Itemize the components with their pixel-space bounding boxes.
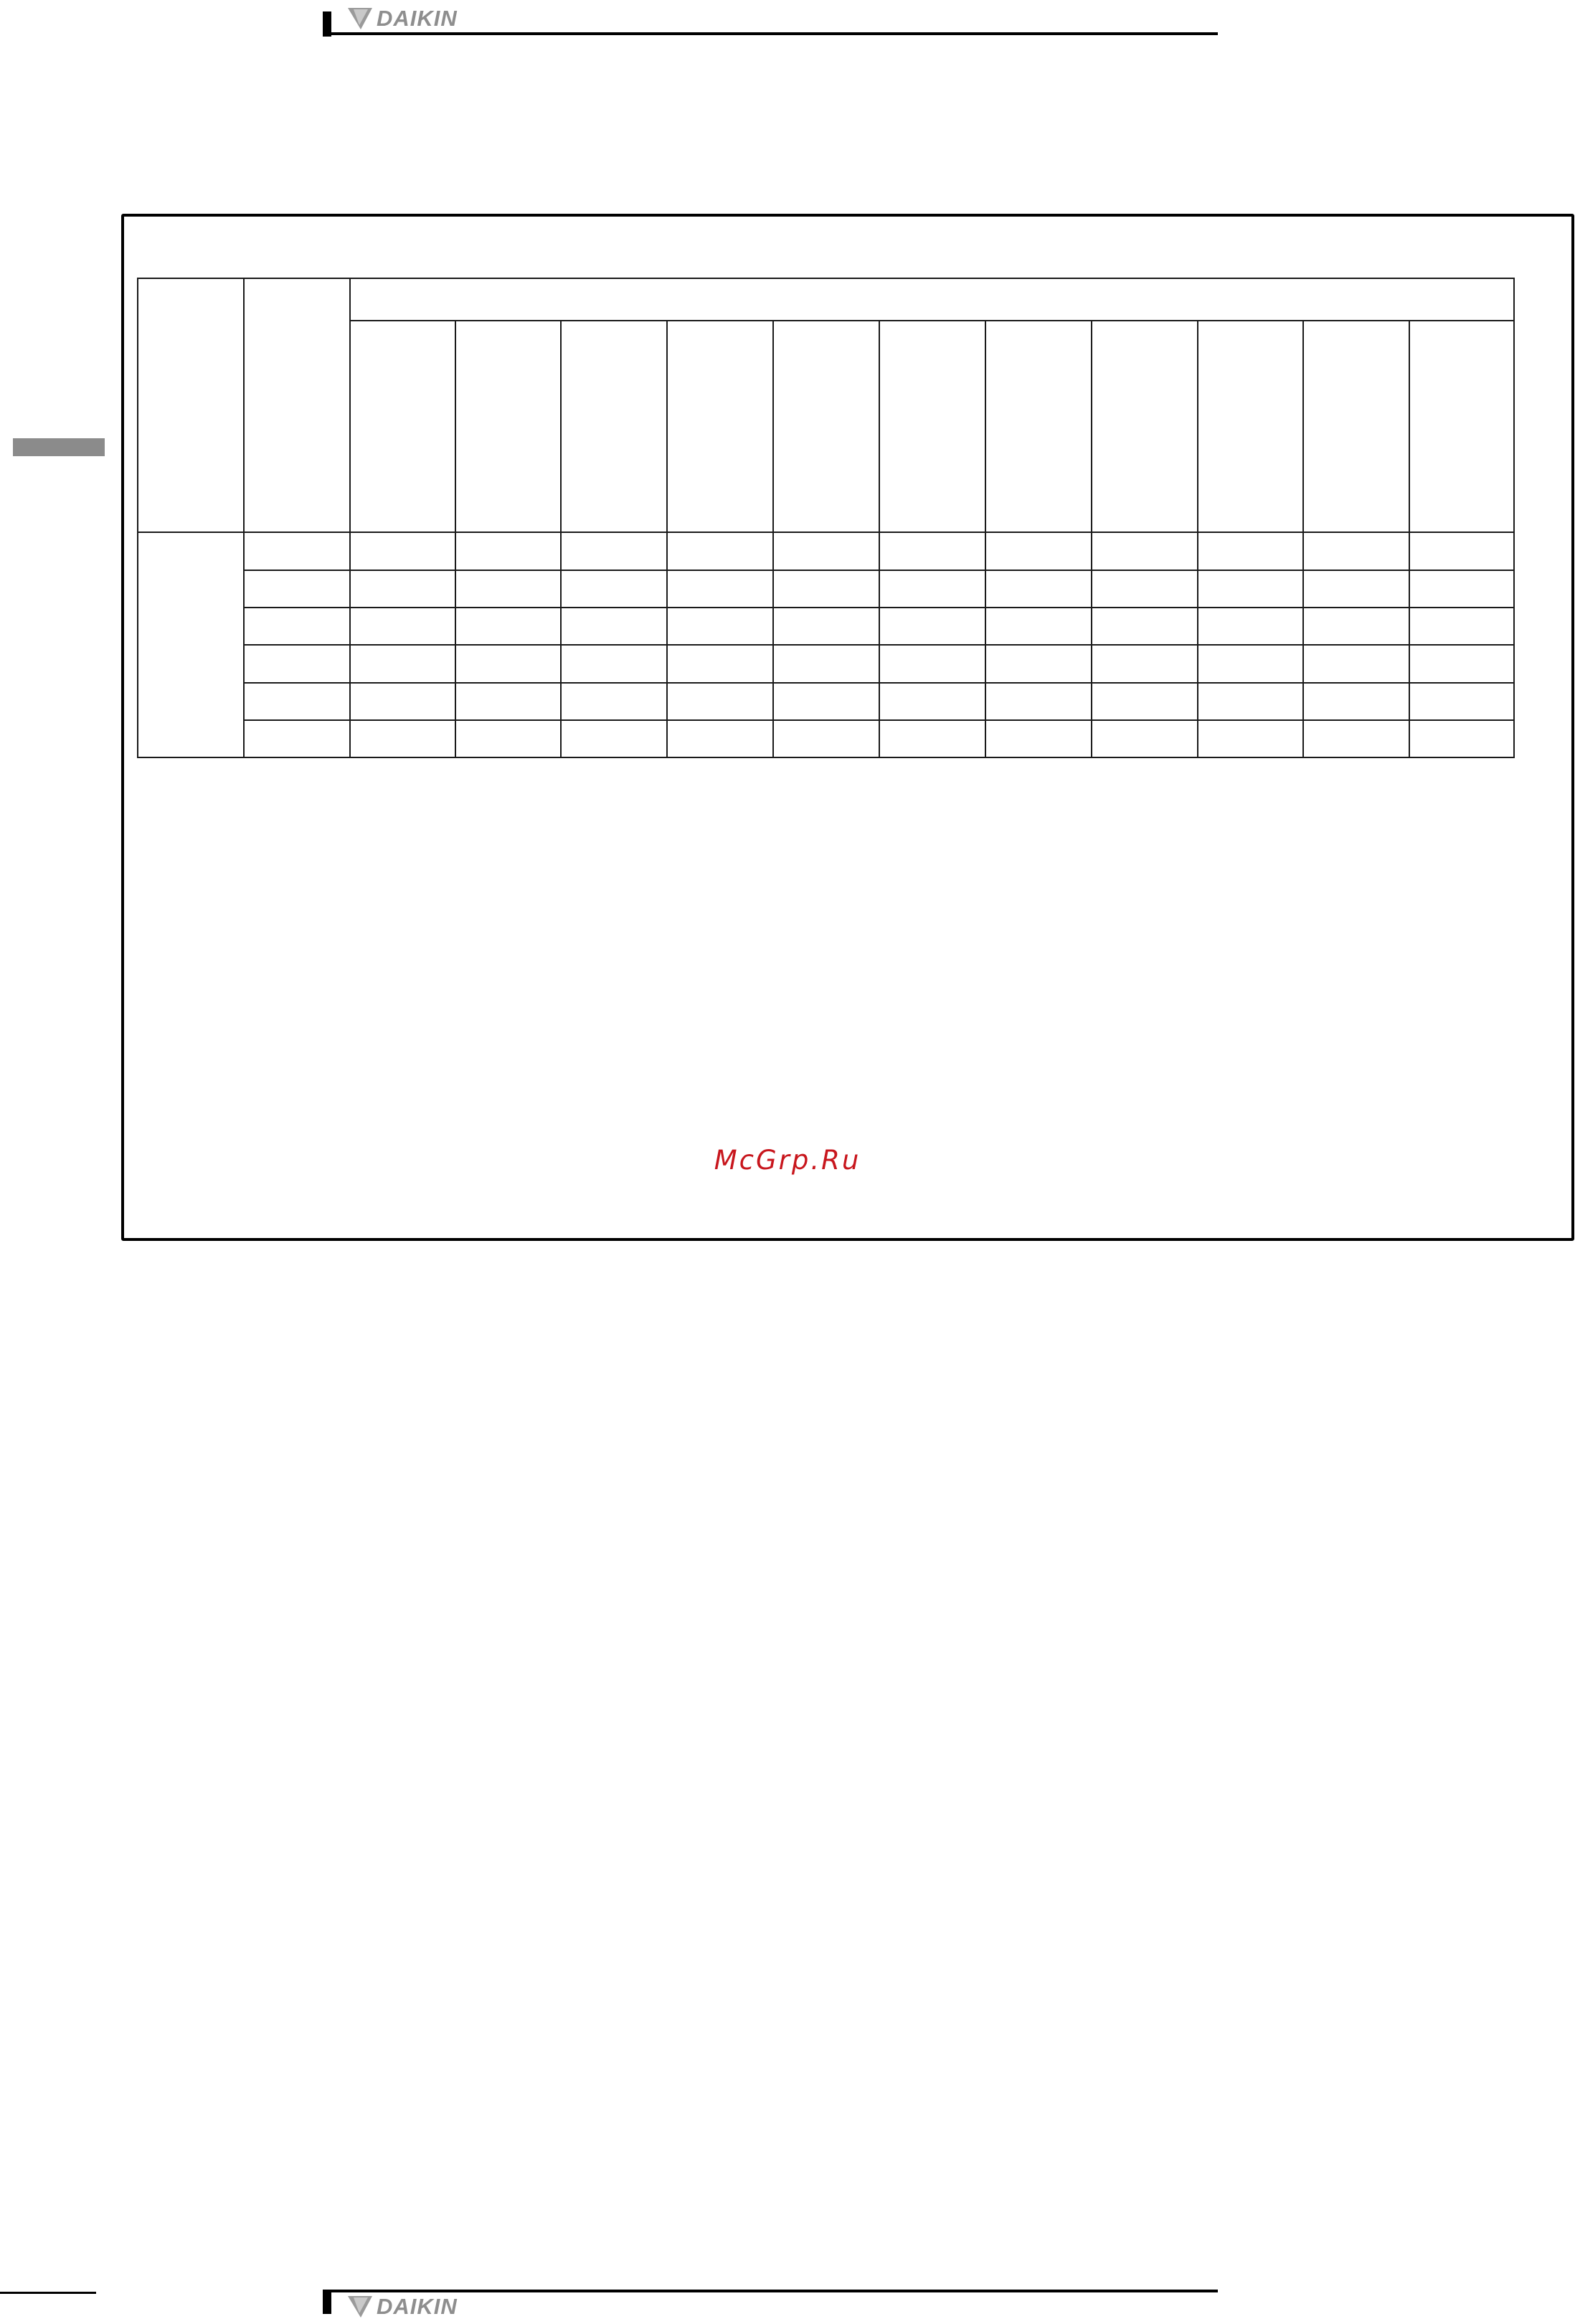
table-row — [138, 608, 1514, 645]
table-cell — [879, 720, 985, 757]
table-cell — [350, 608, 455, 645]
table-cell — [879, 570, 985, 608]
table-cell — [350, 720, 455, 757]
table-row — [138, 683, 1514, 720]
table-cell — [1198, 570, 1303, 608]
table-cell — [667, 683, 773, 720]
table-cell — [350, 683, 455, 720]
row-group-cell — [138, 532, 244, 757]
table-cell — [455, 570, 561, 608]
table-cell — [1409, 532, 1514, 570]
table-cell — [1409, 720, 1514, 757]
table-cell — [244, 532, 350, 570]
header-cell — [138, 278, 244, 532]
table-cell — [1303, 608, 1409, 645]
table-cell — [1198, 608, 1303, 645]
table-cell — [455, 683, 561, 720]
table-cell — [985, 683, 1092, 720]
table-cell — [667, 532, 773, 570]
header-cell — [773, 321, 879, 532]
header-cell — [985, 321, 1092, 532]
header-brand: DAIKIN — [377, 6, 458, 31]
table-cell — [350, 645, 455, 683]
table-cell — [1092, 532, 1198, 570]
table-cell — [773, 608, 879, 645]
table-cell — [1198, 532, 1303, 570]
table-cell — [1092, 645, 1198, 683]
header-cell — [561, 321, 667, 532]
table-cell — [773, 683, 879, 720]
table-row — [138, 570, 1514, 608]
table-cell — [455, 645, 561, 683]
table-cell — [773, 645, 879, 683]
table-cell — [1092, 683, 1198, 720]
table-cell — [350, 570, 455, 608]
footer-left-bar — [323, 2290, 331, 2314]
table-row — [138, 720, 1514, 757]
table-cell — [985, 532, 1092, 570]
table-cell — [1409, 608, 1514, 645]
header-logo — [346, 4, 458, 33]
table-cell — [561, 570, 667, 608]
table-cell — [1303, 645, 1409, 683]
table-cell — [561, 532, 667, 570]
table-cell — [561, 645, 667, 683]
footer-left-rule — [0, 2292, 96, 2294]
table-cell — [244, 683, 350, 720]
table-cell — [879, 683, 985, 720]
table-cell — [667, 608, 773, 645]
header-cell — [1198, 321, 1303, 532]
data-table — [137, 278, 1515, 758]
table-cell — [1092, 608, 1198, 645]
table-cell — [879, 608, 985, 645]
table-cell — [561, 720, 667, 757]
table-cell — [985, 645, 1092, 683]
header-cell — [350, 321, 455, 532]
table-cell — [1303, 683, 1409, 720]
table-cell — [455, 720, 561, 757]
table-cell — [1092, 570, 1198, 608]
table-cell — [667, 720, 773, 757]
table-cell — [1409, 570, 1514, 608]
table-cell — [1303, 532, 1409, 570]
table-cell — [1303, 570, 1409, 608]
table-cell — [561, 683, 667, 720]
table-cell — [1303, 720, 1409, 757]
footer-brand: DAIKIN — [377, 2294, 458, 2319]
table-cell — [773, 532, 879, 570]
table-cell — [985, 570, 1092, 608]
daikin-logo-icon — [346, 2295, 374, 2319]
header-cell — [667, 321, 773, 532]
table-cell — [1092, 720, 1198, 757]
header-cell — [244, 278, 350, 532]
table-cell — [1198, 683, 1303, 720]
table-row — [138, 532, 1514, 570]
header-cell — [1303, 321, 1409, 532]
table-cell — [455, 532, 561, 570]
table-cell — [455, 608, 561, 645]
table-row — [138, 645, 1514, 683]
table-cell — [879, 532, 985, 570]
header-cell — [455, 321, 561, 532]
table-cell — [667, 645, 773, 683]
table-cell — [1198, 720, 1303, 757]
table-cell — [773, 720, 879, 757]
header-cell — [1409, 321, 1514, 532]
table-cell — [244, 645, 350, 683]
table-cell — [879, 645, 985, 683]
table-cell — [244, 608, 350, 645]
table-cell — [985, 608, 1092, 645]
table-cell — [350, 532, 455, 570]
table-cell — [773, 570, 879, 608]
table-cell — [244, 720, 350, 757]
table-cell — [244, 570, 350, 608]
header-cell — [1092, 321, 1198, 532]
header-group-cell — [350, 278, 1514, 321]
section-tab — [13, 438, 105, 456]
footer-logo — [346, 2292, 458, 2321]
table-header-row — [138, 278, 1514, 321]
table-cell — [985, 720, 1092, 757]
table-cell — [667, 570, 773, 608]
table-cell — [1409, 645, 1514, 683]
header-cell — [879, 321, 985, 532]
table-cell — [561, 608, 667, 645]
table-cell — [1198, 645, 1303, 683]
watermark: McGrp.Ru — [714, 1145, 861, 1176]
daikin-logo-icon — [346, 6, 374, 31]
table-cell — [1409, 683, 1514, 720]
